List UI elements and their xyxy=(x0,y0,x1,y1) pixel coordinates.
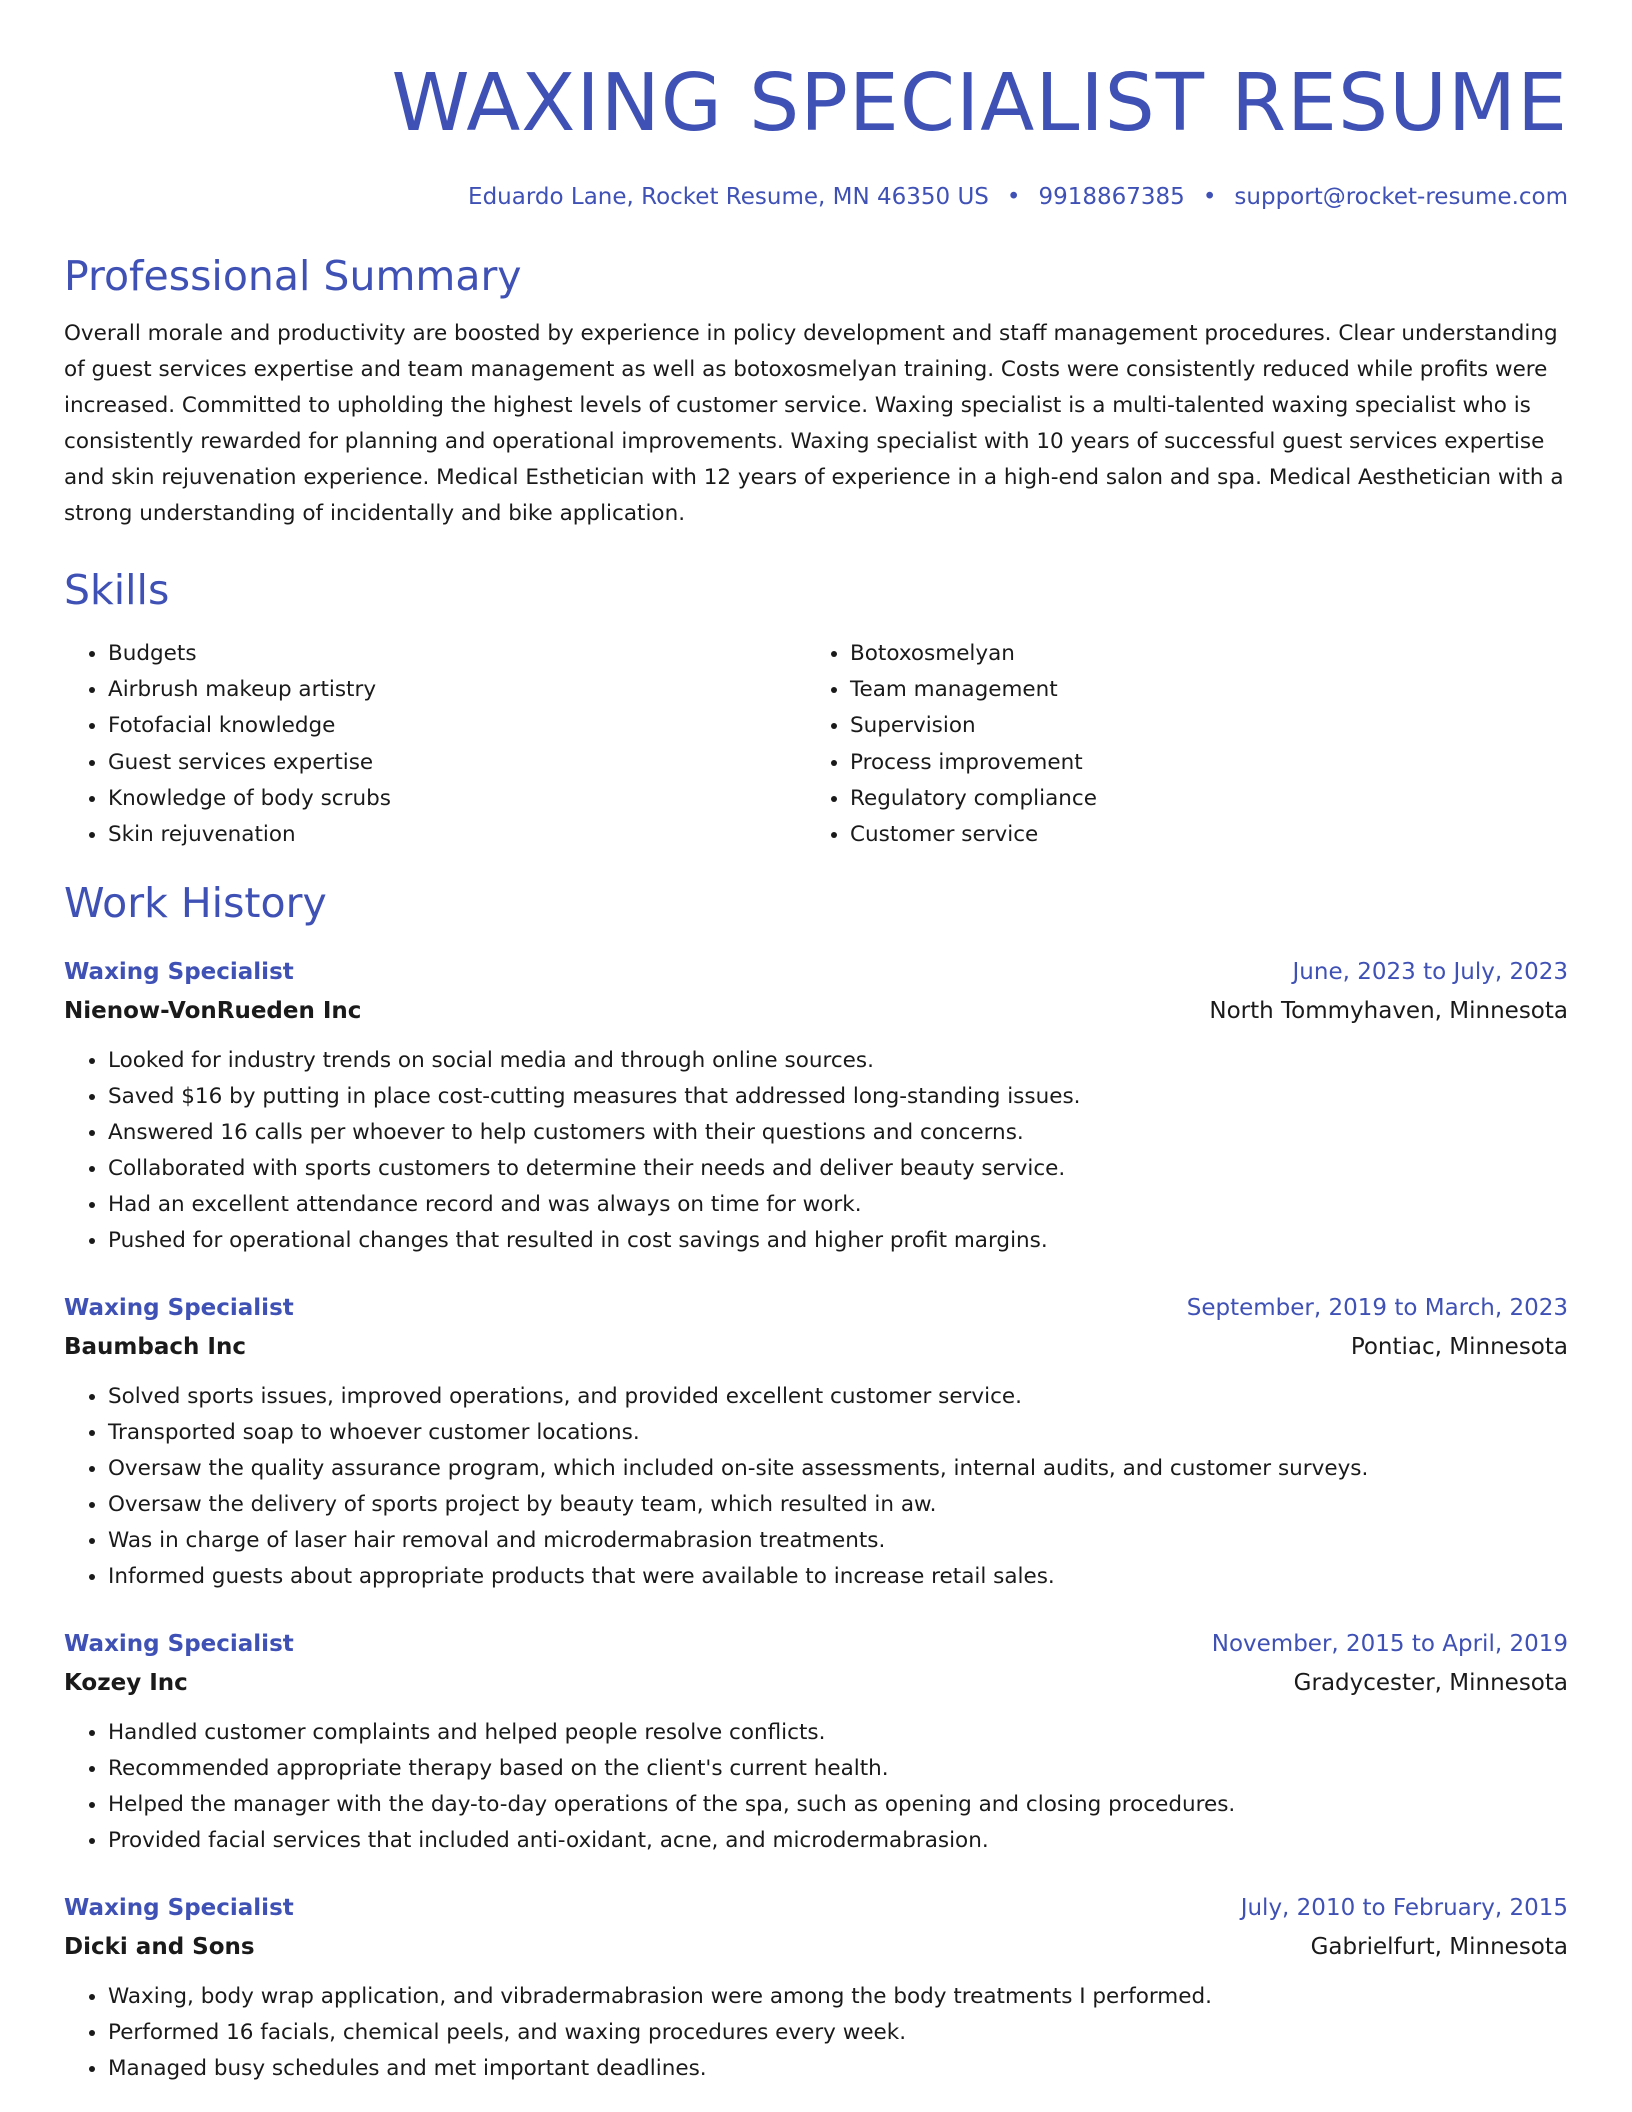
contact-phone: 9918867385 xyxy=(1038,184,1185,210)
contact-email[interactable]: support@rocket-resume.com xyxy=(1234,184,1568,210)
job-bullet: • Performed 16 facials, chemical peels, and waxing procedures every week. xyxy=(108,2015,1568,2051)
job-company: Kozey Inc xyxy=(64,1670,188,1697)
separator-dot: • xyxy=(1202,184,1217,210)
job-bullet: • Managed busy schedules and met important deadlines. xyxy=(108,2051,1568,2087)
job-dates: September, 2019 to March, 2023 xyxy=(1186,1295,1568,1322)
job-bullets xyxy=(64,1979,1568,2087)
job-company: Dicki and Sons xyxy=(64,1934,255,1961)
job-bullet: • Was in charge of laser hair removal and microdermabrasion treatments. xyxy=(108,1523,1568,1559)
skills-column-right xyxy=(806,636,1548,853)
job-bullet: • Saved $16 by putting in place cost-cutting measures that addressed long-standing issues. xyxy=(108,1079,1568,1115)
job-title: Waxing Specialist xyxy=(64,1895,294,1922)
job-header xyxy=(64,1889,1568,1927)
skill-item: • Skin rejuvenation xyxy=(108,817,806,853)
skill-item: • Team management xyxy=(850,672,1548,708)
job-bullet: • Recommended appropriate therapy based on the client's current health. xyxy=(108,1751,1568,1787)
skill-item: • Customer service xyxy=(850,817,1548,853)
job-location: North Tommyhaven, Minnesota xyxy=(1209,998,1568,1025)
skill-item: • Supervision xyxy=(850,708,1548,744)
skills-heading: Skills xyxy=(64,566,170,614)
job-subheader xyxy=(64,991,1568,1031)
skill-item: • Regulatory compliance xyxy=(850,781,1548,817)
job-bullets xyxy=(64,1715,1568,1859)
job-bullet: • Helped the manager with the day-to-day operations of the spa, such as opening and closing procedures. xyxy=(108,1787,1568,1823)
job-bullet: • Solved sports issues, improved operations, and provided excellent customer service. xyxy=(108,1379,1568,1415)
job-company: Nienow-VonRueden Inc xyxy=(64,998,362,1025)
job-dates: November, 2015 to April, 2019 xyxy=(1211,1631,1568,1658)
skills-column-left xyxy=(64,636,806,853)
job-dates: June, 2023 to July, 2023 xyxy=(1292,959,1568,986)
skill-item: • Knowledge of body scrubs xyxy=(108,781,806,817)
summary-text: Overall morale and productivity are boosted by experience in policy development and staff management procedures. Clear understanding of guest services expertise and team management as well as botoxosmelyan training. Costs were consistently reduced while profits were increased. Committed to upholding the highest levels of customer service. Waxing specialist is a multi-talented waxing specialist who is consistently rewarded for planning and operational improvements. Waxing specialist with 10 years of successful guest services expertise and skin rejuvenation experience. Medical Esthetician with 12 years of experience in a high-end salon and spa. Medical Aesthetician with a strong understanding of incidentally and bike application. xyxy=(64,321,1564,526)
job-bullet: • Collaborated with sports customers to determine their needs and deliver beauty service. xyxy=(108,1151,1568,1187)
skills-list xyxy=(64,636,1568,853)
skill-item: • Fotofacial knowledge xyxy=(108,708,806,744)
job-bullet: • Informed guests about appropriate products that were available to increase retail sales. xyxy=(108,1559,1568,1595)
job-bullet: • Looked for industry trends on social media and through online sources. xyxy=(108,1043,1568,1079)
job-location: Gabrielfurt, Minnesota xyxy=(1310,1934,1568,1961)
job-bullet: • Oversaw the quality assurance program, which included on-site assessments, internal audits, and customer surveys. xyxy=(108,1451,1568,1487)
job-title: Waxing Specialist xyxy=(64,1631,294,1658)
job-entry xyxy=(64,953,1568,1259)
job-location: Pontiac, Minnesota xyxy=(1350,1334,1568,1361)
job-location: Gradycester, Minnesota xyxy=(1293,1670,1568,1697)
page-title: WAXING SPECIALIST RESUME xyxy=(391,57,1568,149)
contact-line xyxy=(64,180,1568,214)
skill-item: • Botoxosmelyan xyxy=(850,636,1548,672)
job-entry xyxy=(64,1289,1568,1595)
job-title: Waxing Specialist xyxy=(64,959,294,986)
job-bullet: • Provided facial services that included anti-oxidant, acne, and microdermabrasion. xyxy=(108,1823,1568,1859)
skill-item: • Budgets xyxy=(108,636,806,672)
job-bullet: • Handled customer complaints and helped people resolve conflicts. xyxy=(108,1715,1568,1751)
job-bullet: • Had an excellent attendance record and was always on time for work. xyxy=(108,1187,1568,1223)
work-history-heading: Work History xyxy=(64,879,327,928)
contact-address: Eduardo Lane, Rocket Resume, MN 46350 US xyxy=(468,184,989,210)
skill-item: • Process improvement xyxy=(850,745,1548,781)
summary-heading: Professional Summary xyxy=(64,252,522,300)
job-bullets xyxy=(64,1379,1568,1595)
job-dates: July, 2010 to February, 2015 xyxy=(1240,1895,1568,1922)
job-header xyxy=(64,1289,1568,1327)
job-bullet: • Oversaw the delivery of sports project by beauty team, which resulted in aw. xyxy=(108,1487,1568,1523)
job-subheader xyxy=(64,1327,1568,1367)
job-bullet: • Pushed for operational changes that resulted in cost savings and higher profit margins. xyxy=(108,1223,1568,1259)
skill-item: • Airbrush makeup artistry xyxy=(108,672,806,708)
separator-dot: • xyxy=(1006,184,1021,210)
job-entry xyxy=(64,1889,1568,2087)
job-header xyxy=(64,1625,1568,1663)
job-bullets xyxy=(64,1043,1568,1259)
job-bullet: • Transported soap to whoever customer locations. xyxy=(108,1415,1568,1451)
skill-item: • Guest services expertise xyxy=(108,745,806,781)
job-subheader xyxy=(64,1927,1568,1967)
job-entry xyxy=(64,1625,1568,1859)
job-header xyxy=(64,953,1568,991)
job-bullet: • Waxing, body wrap application, and vibradermabrasion were among the body treatments I performed. xyxy=(108,1979,1568,2015)
job-title: Waxing Specialist xyxy=(64,1295,294,1322)
job-company: Baumbach Inc xyxy=(64,1334,246,1361)
job-subheader xyxy=(64,1663,1568,1703)
job-bullet: • Answered 16 calls per whoever to help customers with their questions and concerns. xyxy=(108,1115,1568,1151)
